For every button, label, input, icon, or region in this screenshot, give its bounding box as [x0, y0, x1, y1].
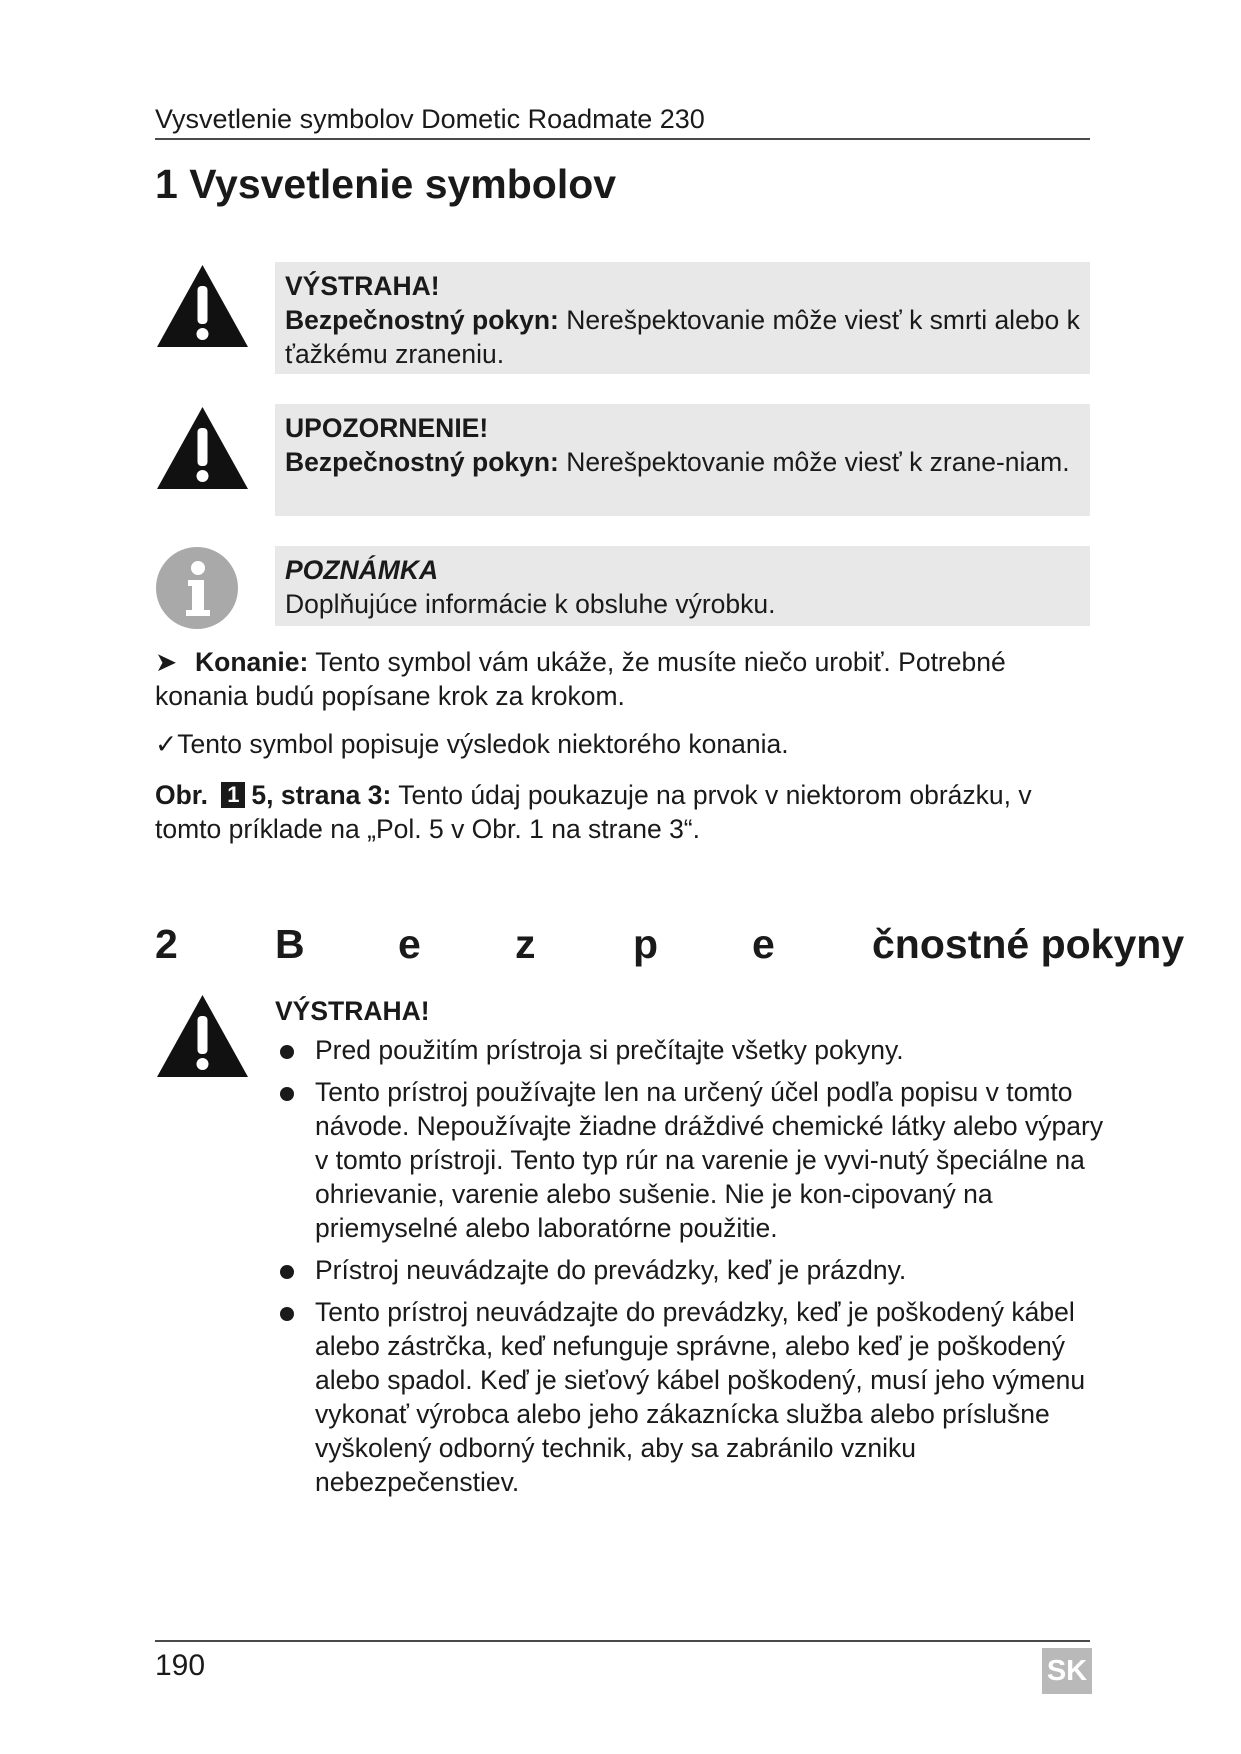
list-item: Pred použitím prístroja si prečítajte všetky pokyny. [275, 1033, 1105, 1067]
figure-reference [155, 778, 1090, 846]
page-number: 190 [155, 1649, 206, 1682]
notice-text: Doplňujúce informácie k obsluhe výrobku. [285, 589, 776, 619]
heading-fragment: 2 [155, 921, 178, 967]
bullet-icon [280, 1045, 294, 1059]
list-item: Prístroj neuvádzajte do prevádzky, keď je prázdny. [275, 1253, 1105, 1287]
notice-text: Bezpečnostný pokyn: Nerešpektovanie môže viesť k zrane-niam. [285, 447, 1070, 477]
heading-fragment: e [752, 921, 775, 967]
heading-fragment: čnostné pokyny [872, 921, 1185, 967]
notice-box [275, 546, 1090, 626]
result-text: Tento symbol popisuje výsledok niektorého konania. [177, 729, 789, 759]
section-1-heading: 1 Vysvetlenie symbolov [155, 161, 617, 207]
heading-fragment: p [633, 921, 659, 967]
figure-ref-position: 5, strana 3: [251, 780, 392, 810]
figure-ref-text: Tento údaj poukazuje na prvok v niektorom obrázku, v tomto príklade na „Pol. 5 v Obr. 1 na strane 3“. [155, 780, 1032, 844]
heading-fragment: e [398, 921, 421, 967]
list-item: Tento prístroj neuvádzajte do prevádzky, keď je poškodený kábel alebo zástrčka, keď nefunguje správne, alebo keď je poškodený alebo spadol. Keď je sieťový kábel poškodený, musí jeho výmenu vykonať výrobca alebo jeho zákaznícka služba alebo príslušne vyškolený odborný technik, aby sa zabránilo vzniku nebezpečenstiev. [275, 1295, 1105, 1499]
bullet-icon [280, 1087, 294, 1101]
action-lead: Konanie: [195, 647, 309, 677]
notice-box [275, 404, 1090, 516]
warning-triangle-icon [155, 992, 250, 1082]
figure-ref-lead: Obr. [155, 780, 209, 810]
running-header: Vysvetlenie symbolov Dometic Roadmate 230 [155, 102, 1090, 140]
safety-warning-title: VÝSTRAHA! [275, 996, 430, 1026]
action-arrow-icon: ➤ [155, 647, 178, 677]
notice-title: POZNÁMKA [285, 555, 439, 585]
result-description [155, 727, 1090, 761]
list-item: Tento prístroj používajte len na určený účel podľa popisu v tomto návode. Nepoužívajte žiadne dráždivé chemické látky alebo výpary v tomto prístroji. Tento typ rúr na varenie je vyvi-nutý špeciálne na ohrievanie, varenie alebo sušenie. Nie je kon-cipovaný na priemyselné alebo laboratórne použitie. [275, 1075, 1105, 1245]
notice-box [275, 262, 1090, 374]
warning-triangle-icon [155, 404, 250, 494]
checkmark-icon: ✓ [155, 729, 178, 759]
action-text: Tento symbol vám ukáže, že musíte niečo urobiť. Potrebné konania budú popísane krok za krokom. [155, 647, 1006, 711]
heading-fragment: B [275, 921, 305, 967]
warning-triangle-icon [155, 262, 250, 352]
action-description [155, 645, 1090, 713]
info-icon [155, 546, 239, 630]
footer-divider [155, 1640, 1090, 1642]
figure-number-badge: 1 [221, 782, 245, 808]
safety-instructions-list [275, 1033, 1105, 1507]
heading-fragment: z [515, 921, 536, 967]
notice-title: UPOZORNENIE! [285, 413, 489, 443]
language-badge: SK [1042, 1648, 1092, 1694]
bullet-icon [280, 1265, 294, 1279]
notice-title: VÝSTRAHA! [285, 271, 440, 301]
bullet-icon [280, 1307, 294, 1321]
notice-text: Bezpečnostný pokyn: Nerešpektovanie môže viesť k smrti alebo k ťažkému zraneniu. [285, 305, 1080, 369]
